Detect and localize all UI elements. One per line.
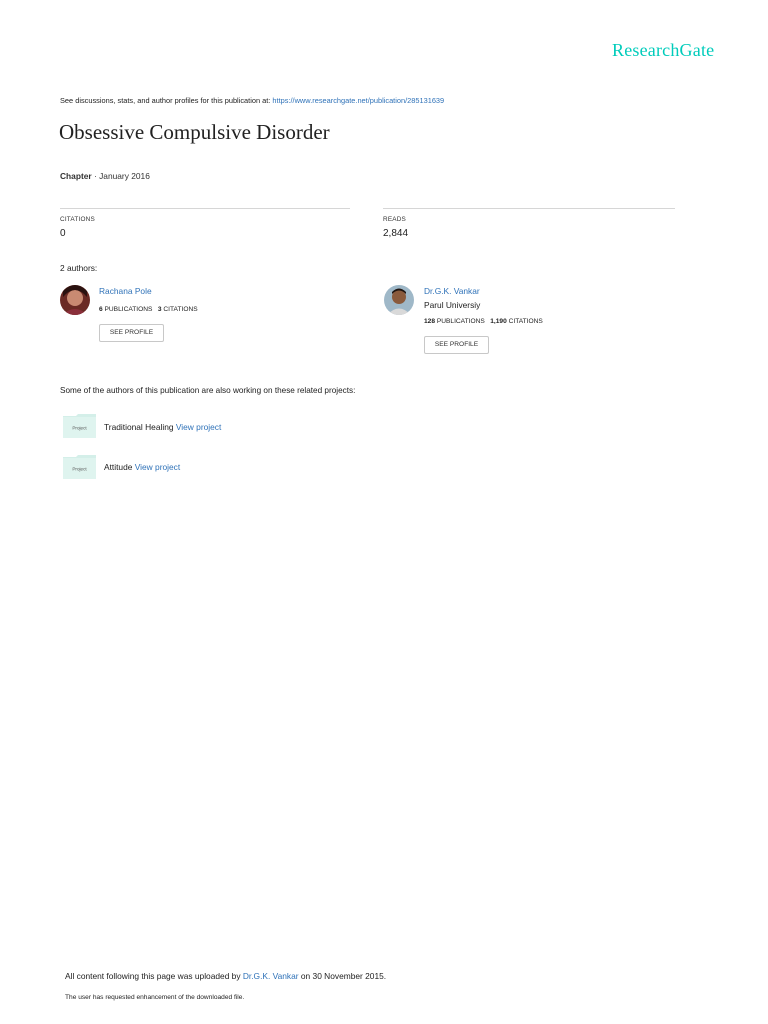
author-name-link[interactable]: Rachana Pole (99, 286, 152, 296)
publications-count: 128 (424, 318, 436, 325)
enhancement-note: The user has requested enhancement of the downloaded file. (65, 994, 245, 1001)
publication-title: Obsessive Compulsive Disorder (59, 120, 330, 144)
reads-divider (383, 208, 675, 209)
folder-icon (63, 414, 96, 438)
publication-url-link[interactable]: https://www.researchgate.net/publication/285131639 (272, 96, 445, 105)
upload-prefix: All content following this page was uploaded by (65, 971, 241, 981)
folder-icon (63, 455, 96, 479)
intro-text: See discussions, stats, and author profiles for this publication at: (60, 96, 271, 105)
avatar[interactable] (60, 285, 90, 315)
citations-label: CITATIONS (163, 306, 198, 313)
see-profile-button[interactable]: SEE PROFILE (99, 324, 164, 342)
see-profile-button[interactable]: SEE PROFILE (424, 336, 489, 354)
reads-value: 2,844 (383, 228, 409, 239)
publication-type: Chapter (60, 171, 92, 181)
project-thumb-label: Project (72, 425, 87, 431)
citations-label: CITATIONS (60, 216, 95, 223)
project-thumbnail[interactable] (63, 455, 96, 479)
citations-count: 1,190 (490, 318, 507, 325)
project-item (104, 462, 180, 472)
citations-label: CITATIONS (508, 318, 543, 325)
author-name-link[interactable]: Dr.G.K. Vankar (424, 286, 480, 296)
uploader-link[interactable]: Dr.G.K. Vankar (242, 971, 299, 981)
related-projects-heading: Some of the authors of this publication are also working on these related projects: (60, 386, 356, 395)
publications-count: 6 (99, 306, 103, 313)
reads-label: READS (383, 216, 407, 223)
publications-label: PUBLICATIONS (436, 318, 485, 325)
upload-note (65, 971, 386, 981)
project-thumb-label: Project (72, 466, 87, 472)
view-project-link[interactable]: View project (175, 422, 222, 432)
author-photo-icon (384, 285, 414, 315)
project-item (104, 422, 221, 432)
view-project-link[interactable]: View project (134, 462, 181, 472)
researchgate-logo[interactable]: ResearchGate (612, 40, 715, 60)
author-photo-icon (60, 285, 90, 315)
author-stats (99, 306, 198, 313)
publication-meta (60, 171, 150, 181)
avatar[interactable] (384, 285, 414, 315)
citations-divider (60, 208, 350, 209)
citations-count: 3 (157, 306, 162, 313)
intro-line (60, 96, 444, 105)
upload-suffix: on 30 November 2015. (300, 971, 387, 981)
project-name: Traditional Healing (104, 422, 174, 432)
publications-label: PUBLICATIONS (104, 306, 153, 313)
project-thumbnail[interactable] (63, 414, 96, 438)
project-name: Attitude (104, 462, 133, 472)
authors-heading: 2 authors: (60, 263, 98, 273)
author-affiliation: Parul Universiy (424, 300, 481, 310)
publication-date: January 2016 (99, 171, 150, 181)
citations-value: 0 (60, 228, 66, 239)
author-stats (424, 318, 543, 325)
meta-separator: · (91, 171, 100, 181)
